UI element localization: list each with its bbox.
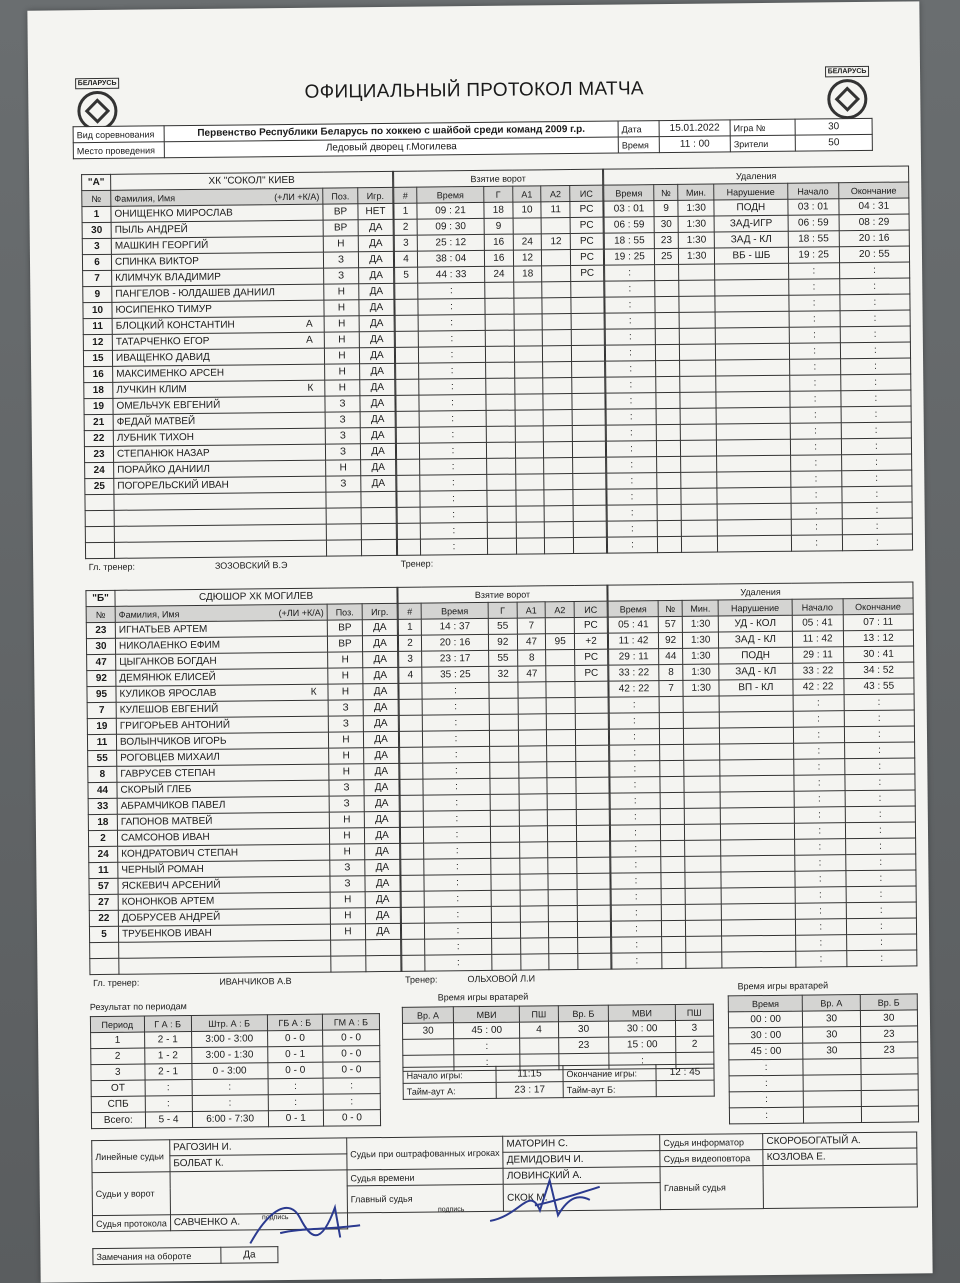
player-position: ВР [323, 220, 358, 236]
gk-time2-title: Время игры вратарей [738, 980, 829, 991]
player-name: СКОРЫЙ ГЛЕБ [117, 780, 329, 798]
player-number: 57 [89, 878, 118, 894]
goals-title: Взятие ворот [394, 169, 603, 187]
roster-table [81, 171, 397, 574]
player-number: 55 [88, 750, 117, 766]
goal-row: 3 25 : 12 16 24 12 РС [394, 233, 603, 251]
player-position: Н [326, 460, 361, 476]
penalty-row: 11 : 42 92 1:30 ЗАД - КЛ 11 : 42 13 : 12 [608, 630, 913, 649]
protocol-signature [240, 1187, 371, 1258]
gk2-row: 00 : 00 30 30 [728, 1010, 917, 1028]
player-name: СПИНКА ВИКТОР [111, 252, 323, 270]
penalty-row: 42 : 22 7 1:30 ВП - КЛ 42 : 22 43 : 55 [609, 678, 914, 697]
player-position: Н [324, 316, 359, 332]
col-num: № [82, 190, 111, 206]
player-number: 11 [87, 734, 116, 750]
player-number: 18 [88, 814, 117, 830]
game-times-table [402, 1064, 714, 1100]
col-name: Фамилия, Имя (+ЛИ +К/А) [111, 188, 323, 206]
player-played: ДА [365, 859, 400, 875]
gk2-row: 45 : 00 30 23 [729, 1042, 918, 1060]
player-name: ИГНАТЬЕВ АРТЕМ [115, 620, 327, 638]
video-judge-value: КОЗЛОВА Е. [763, 1148, 917, 1166]
player-number [85, 542, 114, 558]
player-name: АБРАМЧИКОВ ПАВЕЛ [117, 796, 329, 814]
player-number: 7 [83, 270, 112, 286]
penalties-table: Удаления Время № Мин. Нарушение Начало Окончание 03 : 01 9 1:30 ПОДН 03 : 01 04 : 31 06 : 59 30 1:30 ЗАД-ИГР 06 : 59 08 : 29 18 : 55 23 1:30 ЗАД - КЛ 18 : 55 20 : 16 19 : 25 25 1:30 ВБ - ШБ 19 : 25 20 : 55 : : : : : : : : : : : : : : : : : : : : : : : : : : : : : : : : : : : : : : : : : : : : : : : : : : : : : : [603, 165, 913, 553]
period-row: СПБ : : : : [91, 1094, 380, 1113]
player-played: ДА [358, 235, 393, 251]
player-name: ЦЫГАНКОВ БОГДАН [116, 652, 328, 670]
player-name: ГАПОНОВ МАТВЕЙ [117, 812, 329, 830]
player-number: 11 [89, 862, 118, 878]
player-played: ДА [358, 251, 393, 267]
col-pos: Поз. [323, 188, 358, 204]
player-position: ВР [327, 636, 362, 652]
player-number [85, 510, 114, 526]
player-name: ДОБРУСЕВ АНДРЕЙ [118, 908, 330, 926]
team-tag: "А" [82, 174, 111, 190]
penalty-row: 06 : 59 30 1:30 ЗАД-ИГР 06 : 59 08 : 29 [604, 214, 909, 233]
player-name: ДЕМЯНЮК ЕЛИСЕЙ [116, 668, 328, 686]
player-played: ДА [360, 395, 395, 411]
protocol-sheet [27, 1, 932, 1282]
player-name: ПОГОРЕЛЬСКИЙ ИВАН [114, 476, 326, 494]
player-played: ДА [359, 347, 394, 363]
video-judge-label: Судья видеоповтора [660, 1150, 763, 1167]
player-played: ДА [361, 475, 396, 491]
player-number: 27 [89, 894, 118, 910]
player-position: Н [330, 908, 365, 924]
player-played: ДА [363, 683, 398, 699]
player-name: СТЕПАНЮК НАЗАР [113, 444, 325, 462]
player-played [361, 539, 396, 555]
player-number: 22 [84, 430, 113, 446]
periods-table: Период Г А : Б Штр. А : Б ГБ А : Б ГМ А : Б 1 2 - 1 3:00 - 3:00 0 - 0 0 - 0 2 1 - 2 3:00 - 1:30 0 - 1 0 - 0 3 2 - 1 0 - 3:00 0 - 0 0 - 0 ОТ : : : : СПБ : : : : Всего: 5 - 4 6:00 - 7:30 0 - 1 0 - 0 [90, 1013, 381, 1129]
player-position: Н [324, 284, 359, 300]
player-number: 19 [84, 398, 113, 414]
player-position: Н [329, 828, 364, 844]
period-row: 3 2 - 1 0 - 3:00 0 - 0 0 - 0 [91, 1062, 380, 1081]
player-number: 30 [82, 222, 111, 238]
player-name: ЧЕРНЫЙ РОМАН [118, 860, 330, 878]
player-position: Н [328, 668, 363, 684]
roster-table [85, 587, 401, 990]
protocol-judge-label: Судья протокола [92, 1215, 170, 1232]
place-value: Ледовый дворец г.Могилева [164, 137, 618, 158]
goalie-time-table: Вр. А МВИ ПШ Вр. Б МВИ ПШ 30 45 : 00 4 30 30 : 00 3 : 23 15 : 00 2 : : [402, 1004, 715, 1072]
page-title: ОФИЦИАЛЬНЫЙ ПРОТОКОЛ МАТЧА [28, 75, 920, 106]
player-position: З [328, 700, 363, 716]
player-played: ДА [365, 923, 400, 939]
player-number: 12 [83, 334, 112, 350]
player-number: 25 [85, 478, 114, 494]
player-name: МАШКИН ГЕОРГИЙ [111, 236, 323, 254]
player-number: 24 [89, 846, 118, 862]
period-row: ОТ : : : : [91, 1078, 380, 1097]
player-name: КУЛЕШОВ ЕВГЕНИЙ [116, 700, 328, 718]
player-position: З [329, 780, 364, 796]
comp-label: Вид соревнования [73, 126, 164, 143]
main-judge2-value [763, 1164, 917, 1209]
player-number: 5 [89, 926, 118, 942]
penalty-judge-1: МАТОРИН С. [503, 1135, 660, 1153]
team-name: ХК "СОКОЛ" КИЕВ [111, 171, 393, 190]
player-position: Н [323, 236, 358, 252]
player-played: ДА [364, 827, 399, 843]
player-played: ДА [360, 363, 395, 379]
end-label: Окончание игры: [563, 1065, 656, 1082]
player-position: ВР [323, 204, 358, 220]
goal-row: 3 23 : 17 55 8 РС [399, 649, 608, 667]
date-label: Дата [618, 121, 659, 137]
player-position: З [325, 412, 360, 428]
player-played: ДА [361, 459, 396, 475]
player-played: ДА [359, 315, 394, 331]
player-number: 33 [88, 798, 117, 814]
player-played: ДА [358, 219, 393, 235]
player-position: Н [328, 732, 363, 748]
penalty-judges-label: Судьи при оштрафованных игроках [347, 1136, 504, 1170]
player-number: 92 [87, 670, 116, 686]
player-position: З [325, 396, 360, 412]
penalty-row: 29 : 11 44 1:30 ПОДН 29 : 11 30 : 41 [609, 646, 914, 665]
line-judges-label: Линейные судьи [92, 1140, 170, 1173]
player-name: ПОРАЙКО ДАНИИЛ [114, 460, 326, 478]
main-judge-label: Главный судья [347, 1184, 504, 1213]
main-judge2-label: Главный судья [660, 1166, 763, 1210]
player-played: ДА [362, 619, 397, 635]
player-position: Н [330, 892, 365, 908]
player-position: Н [328, 652, 363, 668]
col-played: Игр. [362, 603, 397, 619]
player-played: ДА [364, 747, 399, 763]
player-played: ДА [360, 411, 395, 427]
player-position: З [330, 876, 365, 892]
player-number: 24 [85, 462, 114, 478]
goal-row: 1 14 : 37 55 7 РС [398, 617, 607, 635]
player-played: ДА [363, 731, 398, 747]
gk-row: 30 45 : 00 4 30 30 : 00 3 [402, 1020, 713, 1039]
player-position [326, 524, 361, 540]
gk2-row: 30 : 00 30 23 [729, 1026, 918, 1044]
player-position: Н [330, 924, 365, 940]
timeout-a-value: 23 : 17 [496, 1082, 563, 1099]
line-judge-1: РАГОЗИН И. [170, 1138, 347, 1156]
notes-value: Да [221, 1247, 278, 1264]
player-name: САМСОНОВ ИВАН [117, 828, 329, 846]
player-played [366, 939, 401, 955]
main-judge-signature [479, 1165, 610, 1236]
player-played: ДА [360, 427, 395, 443]
info-judge-label: Судья информатор [660, 1134, 763, 1151]
goal-judges-label: Судьи у ворот [92, 1172, 170, 1216]
player-position: Н [328, 684, 363, 700]
player-number: 44 [88, 782, 117, 798]
player-name: РОГОВЦЕВ МИХАИЛ [117, 748, 329, 766]
player-number: 8 [88, 766, 117, 782]
game-label: Игра № [730, 119, 795, 136]
player-number: 10 [83, 302, 112, 318]
main-judge-value: СКОК М. [503, 1183, 660, 1212]
gk-time-title: Время игры вратарей [438, 992, 529, 1003]
player-position [326, 540, 361, 556]
player-position: З [330, 860, 365, 876]
goals-table: Взятие ворот # Время Г А1 А2 ИС 1 14 : 37 55 7 РС 2 20 : 16 92 47 95 +2 3 23 : 17 55 8 РС 4 35 : 25 32 47 РС : : : : : : : : : : : : : : : : : : Тренер: ОЛЬХОВОЙ Л.И [397, 585, 611, 987]
timeout-b-label: Тайм-аут Б: [563, 1081, 656, 1098]
player-number: 1 [82, 206, 111, 222]
player-number [85, 494, 114, 510]
protocol-judge-value: САВЧЕНКО А. [170, 1213, 347, 1231]
player-number: 6 [82, 254, 111, 270]
player-played [361, 507, 396, 523]
gk-row: : : [403, 1052, 714, 1071]
player-number: 19 [87, 718, 116, 734]
player-played: ДА [363, 667, 398, 683]
player-name: КОНДРАТОВИЧ СТЕПАН [118, 844, 330, 862]
penalty-row: 33 : 22 8 1:30 ЗАД - КЛ 33 : 22 34 : 52 [609, 662, 914, 681]
periods-title: Результат по периодам [90, 1001, 187, 1012]
player-position: З [326, 476, 361, 492]
player-number: 7 [87, 702, 116, 718]
comp-value: Первенство Республики Беларусь по хоккею с шайбой среди команд 2009 г.р. [164, 121, 618, 142]
logo-text: БЕЛАРУСЬ [825, 66, 870, 77]
player-played: ДА [365, 843, 400, 859]
player-name: ОМЕЛЬЧУК ЕВГЕНИЙ [113, 396, 325, 414]
player-name: МАКСИМЕНКО АРСЕН [113, 364, 325, 382]
player-played: ДА [365, 907, 400, 923]
player-played: ДА [364, 779, 399, 795]
player-position: Н [329, 764, 364, 780]
col-pos: Поз. [327, 604, 362, 620]
player-name: ВОЛЫНЧИКОВ ИГОРЬ [116, 732, 328, 750]
player-position: З [328, 716, 363, 732]
player-number: 95 [87, 686, 116, 702]
player-name: НИКОЛАЕНКО ЕФИМ [115, 636, 327, 654]
penalties-table: Удаления Время № Мин. Нарушение Начало Окончание 05 : 41 57 1:30 УД - КОЛ 05 : 41 07 : 11 11 : 42 92 1:30 ЗАД - КЛ 11 : 42 13 : 12 29 : 11 44 1:30 ПОДН 29 : 11 30 : 41 33 : 22 8 1:30 ЗАД - КЛ 33 : 22 34 : 52 42 : 22 7 1:30 ВП - КЛ 42 : 22 43 : 55 : : : : : : : : : : : : : : : : : : : : : : : : : : : : : : : : : : : : : : : : : : : : : : : : : : : [607, 581, 917, 969]
player-name: КОНОНКОВ АРТЕМ [118, 892, 330, 910]
goalie-change-table: Время Вр. А Вр. Б 00 : 00 30 30 30 : 00 30 23 45 : 00 30 23 : : : : [728, 993, 919, 1124]
goals-table: Взятие ворот # Время Г А1 А2 ИС 1 09 : 21 18 10 11 РС 2 09 : 30 9 РС 3 25 : 12 16 24 12 РС 4 38 : 04 16 12 РС 5 44 : 33 24 18 РС : : : : : : : : : : : : : : : : : Тренер: [393, 169, 607, 571]
player-name: ГАВРУСЕВ СТЕПАН [117, 764, 329, 782]
player-played: ДА [365, 891, 400, 907]
end-value: 12 : 45 [656, 1064, 714, 1081]
coach-label: Гл. тренер: [89, 561, 135, 571]
player-name: ТАТАРЧЕНКО ЕГОР А [112, 332, 324, 350]
player-position: Н [329, 812, 364, 828]
player-position: Н [324, 348, 359, 364]
col-num: № [86, 606, 115, 622]
player-name: ИВАЩЕНКО ДАВИД [112, 348, 324, 366]
player-number [90, 958, 119, 974]
player-name: ОНИЩЕНКО МИРОСЛАВ [111, 204, 323, 222]
game-value: 30 [795, 118, 872, 135]
player-name: ПАНГЕЛОВ - ЮЛДАШЕВ ДАНИИЛ [112, 284, 324, 302]
player-played [366, 955, 401, 971]
time-value: 11 : 00 [659, 136, 730, 153]
start-value: 11:15 [496, 1066, 563, 1083]
player-position [331, 956, 366, 972]
player-number: 15 [83, 350, 112, 366]
player-played: ДА [363, 651, 398, 667]
player-played [361, 523, 396, 539]
player-number: 18 [84, 382, 113, 398]
timeout-a-label: Тайм-аут А: [403, 1082, 496, 1099]
coach-value: ИВАНЧИКОВ А.В [219, 975, 291, 986]
col-name: Фамилия, Имя (+ЛИ +К/А) [115, 604, 327, 622]
penalty-row: 03 : 01 9 1:30 ПОДН 03 : 01 04 : 31 [604, 198, 909, 217]
player-number: 23 [86, 622, 115, 638]
player-played: ДА [360, 379, 395, 395]
player-position: ВР [327, 620, 362, 636]
player-played: ДА [364, 763, 399, 779]
player-number: 16 [84, 366, 113, 382]
player-position: Н [325, 364, 360, 380]
player-name: ТРУБЕНКОВ ИВАН [118, 924, 330, 942]
player-position: З [324, 268, 359, 284]
player-position [326, 492, 361, 508]
start-label: Начало игры: [403, 1066, 496, 1083]
player-number: 3 [82, 238, 111, 254]
match-info-table [73, 118, 873, 159]
player-played: ДА [363, 699, 398, 715]
timeout-b-value [656, 1080, 714, 1097]
player-played: ДА [359, 283, 394, 299]
player-played: ДА [363, 715, 398, 731]
goal-row: 2 20 : 16 92 47 95 +2 [398, 633, 607, 651]
player-number: 11 [83, 318, 112, 334]
team-tag: "Б" [86, 590, 115, 606]
player-number: 23 [84, 446, 113, 462]
player-name: ПЫЛЬ АНДРЕЙ [111, 220, 323, 238]
place-label: Место проведения [73, 142, 164, 159]
line-judge-2: БОЛБАТ К. [170, 1154, 347, 1172]
player-number [90, 942, 119, 958]
player-played: ДА [364, 811, 399, 827]
player-position [326, 508, 361, 524]
penalties-title: Удаления [608, 582, 913, 601]
player-position: Н [329, 748, 364, 764]
player-played [361, 491, 396, 507]
player-position: Н [324, 300, 359, 316]
goals-title: Взятие ворот [398, 585, 607, 603]
player-position: З [325, 428, 360, 444]
player-played: ДА [359, 299, 394, 315]
notes-label: Замечания на обороте [93, 1247, 221, 1264]
player-name: КЛИМЧУК ВЛАДИМИР [112, 268, 324, 286]
spectators-label: Зрители [730, 135, 795, 152]
player-position: Н [324, 332, 359, 348]
time-judge-label: Судья времени [347, 1168, 504, 1186]
trainer-label: Тренер: [405, 974, 438, 984]
info-judge-value: СКОРОБОГАТЫЙ А. [763, 1132, 917, 1150]
player-name: ГРИГОРЬЕВ АНТОНИЙ [116, 716, 328, 734]
player-number: 47 [87, 654, 116, 670]
player-name: ЯСКЕВИЧ АРСЕНИЙ [118, 876, 330, 894]
player-name: ФЕДАЙ МАТВЕЙ [113, 412, 325, 430]
player-name: ЮСИПЕНКО ТИМУР [112, 300, 324, 318]
player-name: БЛОЦКИЙ КОНСТАНТИН А [112, 316, 324, 334]
goal-row: 2 09 : 30 9 РС [394, 217, 603, 235]
goal-row: 1 09 : 21 18 10 11 РС [394, 201, 603, 219]
period-row: 1 2 - 1 3:00 - 3:00 0 - 0 0 - 0 [91, 1030, 380, 1049]
player-position: Н [325, 380, 360, 396]
player-played: ДА [362, 635, 397, 651]
penalty-row: 05 : 41 57 1:30 УД - КОЛ 05 : 41 07 : 11 [608, 614, 913, 633]
logo-text: БЕЛАРУСЬ [75, 78, 120, 89]
team-name: СДЮШОР ХК МОГИЛЕВ [115, 587, 397, 606]
col-played: Игр. [358, 187, 393, 203]
player-position: З [325, 444, 360, 460]
goal-row: 5 44 : 33 24 18 РС [395, 265, 604, 283]
trainer-value: ОЛЬХОВОЙ Л.И [467, 973, 535, 984]
player-name: ЛУБНИК ТИХОН [113, 428, 325, 446]
player-position: З [329, 796, 364, 812]
gk-row: : 23 15 : 00 2 [403, 1036, 714, 1055]
player-played: ДА [364, 795, 399, 811]
player-position: Н [330, 844, 365, 860]
spectators-value: 50 [795, 134, 872, 151]
time-label: Время [618, 137, 659, 153]
goal-row: 4 38 : 04 16 12 РС [394, 249, 603, 267]
player-position [331, 940, 366, 956]
player-number: 22 [89, 910, 118, 926]
player-played: НЕТ [358, 203, 393, 219]
player-name: КУЛИКОВ ЯРОСЛАВ К [116, 684, 328, 702]
period-row: Всего: 5 - 4 6:00 - 7:30 0 - 1 0 - 0 [91, 1110, 380, 1129]
player-number: 30 [86, 638, 115, 654]
penalty-row: 19 : 25 25 1:30 ВБ - ШБ 19 : 25 20 : 55 [604, 246, 909, 265]
player-position: З [323, 252, 358, 268]
coach-value: ЗОЗОВСКИЙ В.Э [215, 560, 288, 571]
goal-row: 4 35 : 25 32 47 РС [399, 665, 608, 683]
penalty-judge-2: ДЕМИДОВИЧ И. [503, 1151, 660, 1169]
player-played: ДА [365, 875, 400, 891]
signature-caption-1: подпись [262, 1214, 289, 1221]
penalty-row: 18 : 55 23 1:30 ЗАД - КЛ 18 : 55 20 : 16 [604, 230, 909, 249]
penalties-title: Удаления [604, 166, 909, 185]
player-number: 9 [83, 286, 112, 302]
player-number: 21 [84, 414, 113, 430]
player-played: ДА [359, 331, 394, 347]
date-value: 15.01.2022 [659, 120, 730, 137]
player-number [85, 526, 114, 542]
signature-caption-2: подпись [438, 1206, 465, 1213]
coach-label: Гл. тренер: [93, 977, 139, 987]
player-played: ДА [360, 443, 395, 459]
trainer-label: Тренер: [401, 558, 434, 568]
player-played: ДА [359, 267, 394, 283]
player-name: ЛУЧКИН КЛИМ К [113, 380, 325, 398]
period-row: 2 1 - 2 3:00 - 1:30 0 - 1 0 - 0 [91, 1046, 380, 1065]
player-number: 2 [88, 830, 117, 846]
time-judge-value: ЛОВИНСКИЙ А. [503, 1167, 660, 1185]
